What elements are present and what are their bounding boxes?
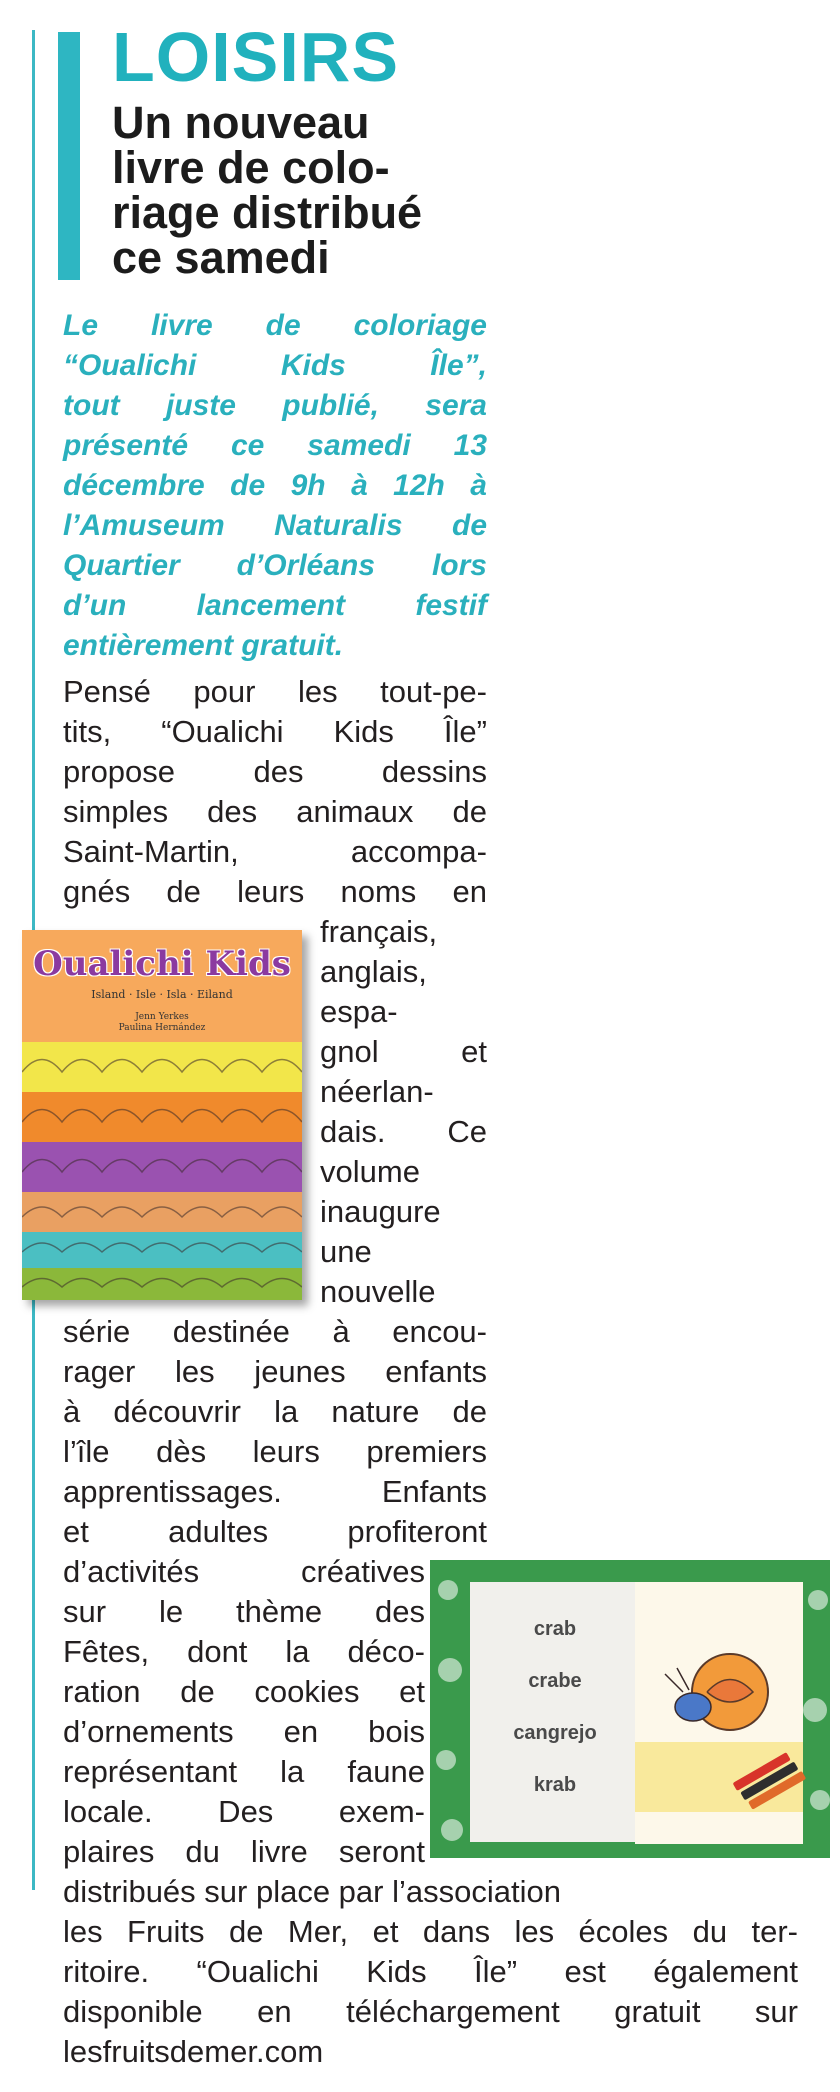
lede-line: tout juste publié, sera bbox=[63, 389, 487, 422]
lede-line: Quartier d’Orléans lors bbox=[63, 549, 487, 582]
body-line: rager les jeunes enfants bbox=[63, 1354, 487, 1389]
body-line: une bbox=[320, 1234, 372, 1269]
crayons bbox=[730, 1750, 810, 1810]
body-line: gnol et bbox=[320, 1034, 487, 1069]
headline-line: Un nouveau bbox=[112, 97, 370, 148]
headline bbox=[112, 97, 492, 283]
body-line: représentant la faune bbox=[63, 1754, 425, 1789]
headline-line: livre de colo- bbox=[112, 142, 390, 193]
lede-line: Le livre de coloriage bbox=[63, 309, 487, 342]
lede-line: l’Amuseum Naturalis de bbox=[63, 509, 487, 542]
body-line: volume bbox=[320, 1154, 420, 1189]
lede-line: “Oualichi Kids Île”, bbox=[63, 349, 487, 382]
body-line: à découvrir la nature de bbox=[63, 1394, 487, 1429]
body-line: espa- bbox=[320, 994, 398, 1029]
body-line: néerlan- bbox=[320, 1074, 434, 1109]
lede-line: décembre de 9h à 12h à bbox=[63, 469, 487, 502]
cover-title: Oualichi Kids bbox=[33, 944, 291, 984]
body-line: sur le thème des bbox=[63, 1594, 425, 1629]
body-line: ritoire. “Oualichi Kids Île” est également bbox=[63, 1954, 798, 1989]
body-line: et adultes profiteront bbox=[63, 1514, 487, 1549]
vocab-word: crabe bbox=[528, 1670, 582, 1692]
lede-line: entièrement gratuit. bbox=[63, 629, 344, 662]
body-line: lesfruitsdemer.com bbox=[63, 2034, 324, 2069]
body-line: tits, “Oualichi Kids Île” bbox=[63, 714, 487, 749]
section-label: LOISIRS bbox=[112, 18, 400, 96]
body-line: anglais, bbox=[320, 954, 427, 989]
lede-paragraph bbox=[63, 306, 487, 666]
body-line: apprentissages. Enfants bbox=[63, 1474, 487, 1509]
headline-line: riage distribué bbox=[112, 187, 423, 238]
cover-author: Jenn Yerkes bbox=[135, 1012, 189, 1022]
cover-subtitle: Island · Isle · Isla · Eiland bbox=[91, 988, 233, 1001]
body-line: propose des dessins bbox=[63, 754, 487, 789]
body-line: Pensé pour les tout-pe- bbox=[63, 674, 487, 709]
cover-author: Paulina Hernández bbox=[118, 1023, 206, 1033]
body-line: d’activités créatives bbox=[63, 1554, 425, 1589]
lede-line: présenté ce samedi 13 bbox=[63, 429, 487, 462]
body-line: gnés de leurs noms en bbox=[63, 874, 487, 909]
body-line: nouvelle bbox=[320, 1274, 436, 1309]
body-line: d’ornements en bois bbox=[63, 1714, 425, 1749]
vocab-word: krab bbox=[533, 1774, 577, 1796]
vocab-word: cangrejo bbox=[513, 1722, 597, 1744]
body-line: simples des animaux de bbox=[63, 794, 487, 829]
coloring-book-photo bbox=[430, 1560, 830, 1858]
body-line: plaires du livre seront bbox=[63, 1834, 425, 1869]
body-line: Fêtes, dont la déco- bbox=[63, 1634, 425, 1669]
cover-animal-pattern bbox=[22, 1042, 302, 1300]
book-cover-image bbox=[22, 930, 302, 1300]
body-line: ration de cookies et bbox=[63, 1674, 425, 1709]
body-line: Saint-Martin, accompa- bbox=[63, 834, 487, 869]
body-line: locale. Des exem- bbox=[63, 1794, 425, 1829]
lede-line: d’un lancement festif bbox=[63, 589, 487, 622]
body-line: français, bbox=[320, 914, 438, 949]
body-line: inaugure bbox=[320, 1194, 441, 1229]
cover-authors bbox=[22, 1012, 302, 1034]
body-line: distribués sur place par l’association bbox=[63, 1874, 561, 1909]
vocab-word: crab bbox=[533, 1618, 577, 1640]
body-line: les Fruits de Mer, et dans les écoles du ter- bbox=[63, 1914, 798, 1949]
headline-line: ce samedi bbox=[112, 232, 330, 283]
body-line: disponible en téléchargement gratuit sur bbox=[63, 1994, 798, 2029]
body-line: dais. Ce bbox=[320, 1114, 487, 1149]
body-line: l’île dès leurs premiers bbox=[63, 1434, 487, 1469]
body-line: série destinée à encou- bbox=[63, 1314, 487, 1349]
accent-bar bbox=[58, 32, 80, 280]
